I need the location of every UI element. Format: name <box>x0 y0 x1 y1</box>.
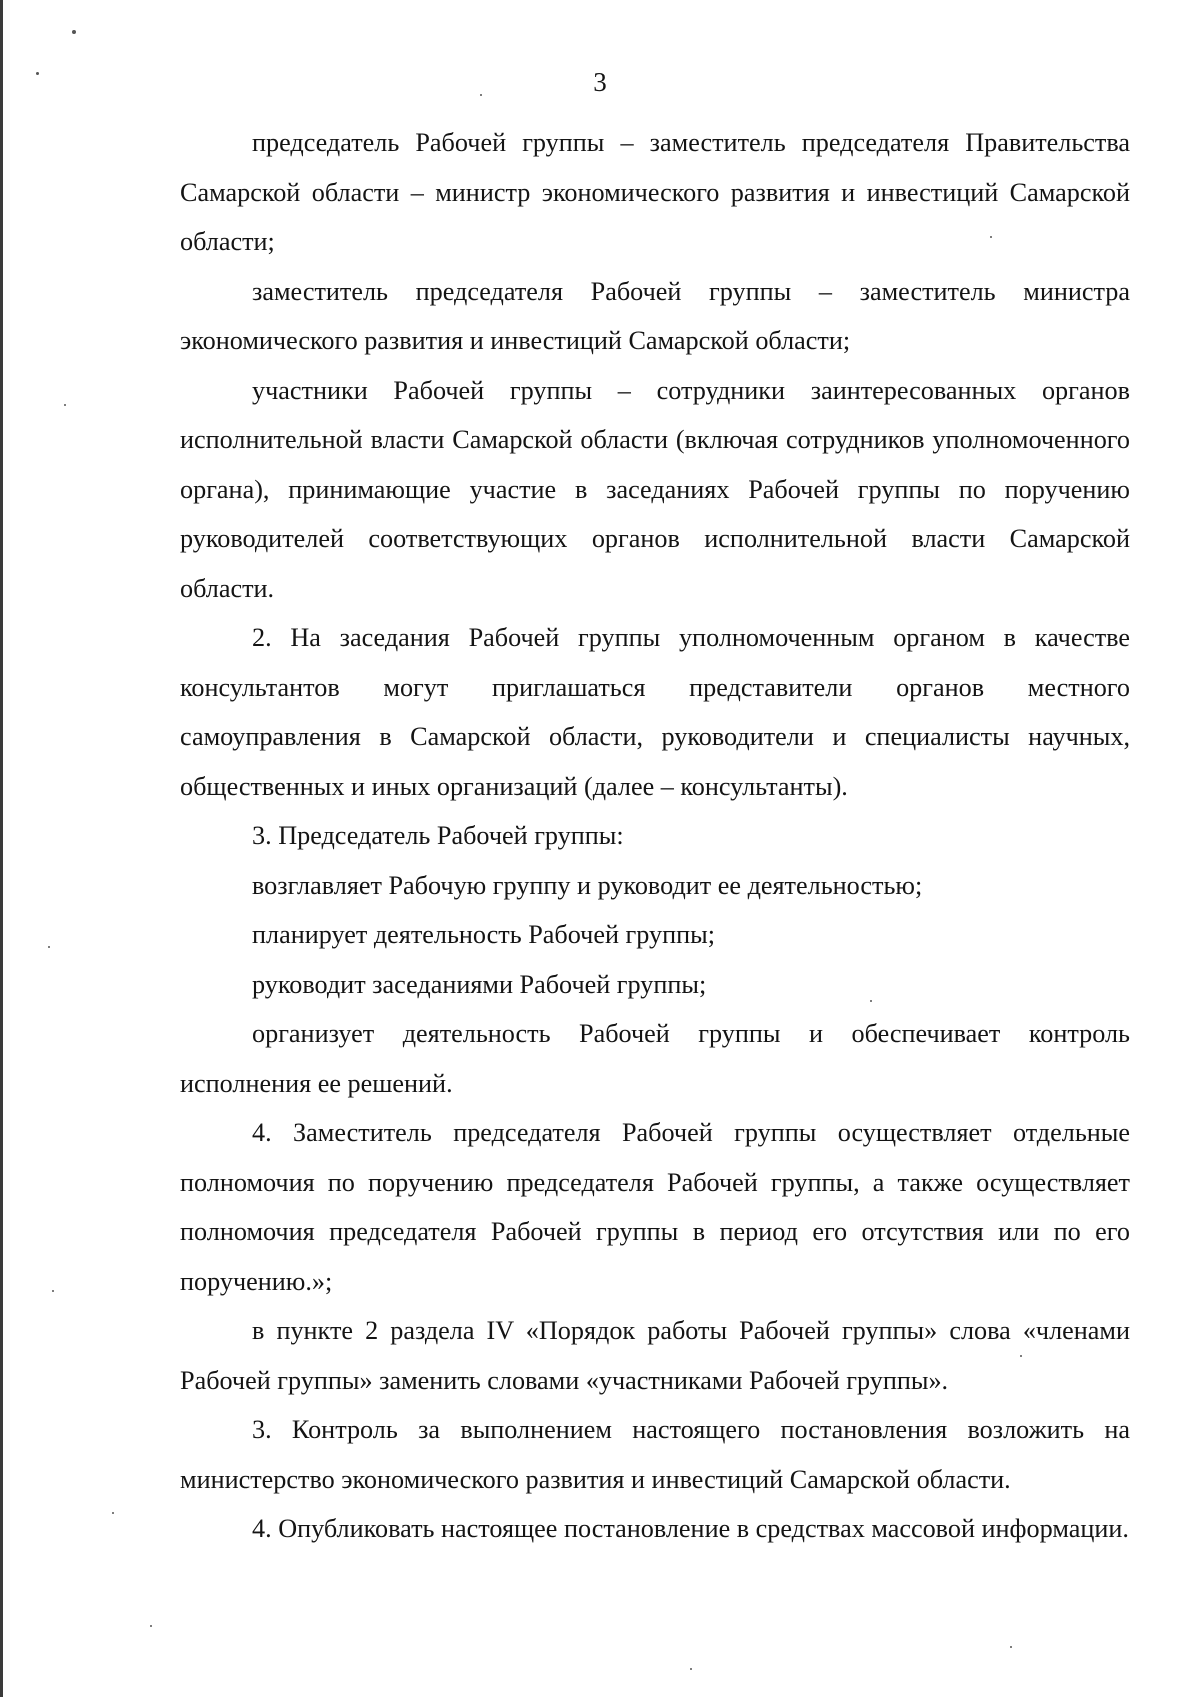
scan-speck <box>870 1000 872 1002</box>
scan-edge <box>0 0 3 1697</box>
paragraph-participants: участники Рабочей группы – сотрудники заинтересованных органов исполнительной власти Самарской области (включая сотрудников уполномоченного органа), принимающие участие в заседаниях Рабочей группы по поручению руководителей соответствующих органов исполнительной власти Самарской области. <box>180 375 1130 603</box>
paragraph-3-control: 3. Контроль за выполнением настоящего постановления возложить на министерство экономического развития и инвестиций Самарской области. <box>180 1415 1130 1494</box>
scan-speck <box>990 236 992 238</box>
paragraph-duty-plans: планирует деятельность Рабочей группы; <box>252 920 715 949</box>
scan-speck <box>480 94 482 96</box>
scan-speck <box>64 404 66 406</box>
paragraph-4-deputy-powers: 4. Заместитель председателя Рабочей группы осуществляет отдельные полномочия по поручению председателя Рабочей группы, а также осуществляет полномочия председателя Рабочей группы в период его отсутствия или по его поручению.»; <box>180 1118 1130 1296</box>
scan-speck <box>1010 1646 1012 1648</box>
scan-speck <box>1020 1355 1022 1357</box>
scan-speck <box>52 1290 54 1292</box>
paragraph-deputy-chairman: заместитель председателя Рабочей группы – заместитель министра экономического развития и инвестиций Самарской области; <box>180 276 1130 355</box>
document-body <box>180 118 1130 1554</box>
scan-speck <box>112 1512 114 1514</box>
paragraph-amendment-section-iv: в пункте 2 раздела IV «Порядок работы Рабочей группы» слова «членами Рабочей группы» заменить словами «участниками Рабочей группы». <box>180 1316 1130 1395</box>
scan-speck <box>150 1625 152 1627</box>
paragraph-duty-leads: возглавляет Рабочую группу и руководит ее деятельностью; <box>252 870 923 900</box>
paragraph-chairman: председатель Рабочей группы – заместитель председателя Правительства Самарской области – министр экономического развития и инвестиций Самарской области; <box>180 128 1130 256</box>
scan-speck <box>36 72 39 75</box>
scan-speck <box>48 946 50 948</box>
scan-speck <box>690 1668 692 1670</box>
paragraph-duty-meetings: руководит заседаниями Рабочей группы; <box>252 969 707 999</box>
paragraph-3-chairman-duties: 3. Председатель Рабочей группы: <box>252 821 624 850</box>
paragraph-duty-organizes: организует деятельность Рабочей группы и обеспечивает контроль исполнения ее решений. <box>180 1019 1130 1098</box>
scan-speck <box>72 30 76 34</box>
page-number: 3 <box>593 67 607 97</box>
paragraph-2-consultants: 2. На заседания Рабочей группы уполномоченным органом в качестве консультантов могут приглашаться представители органов местного самоуправления в Самарской области, руководители и специалисты научных, общественных и иных организаций (далее – консультанты). <box>180 623 1130 801</box>
paragraph-4-publish: 4. Опубликовать настоящее постановление в средствах массовой информации. <box>252 1514 1129 1543</box>
